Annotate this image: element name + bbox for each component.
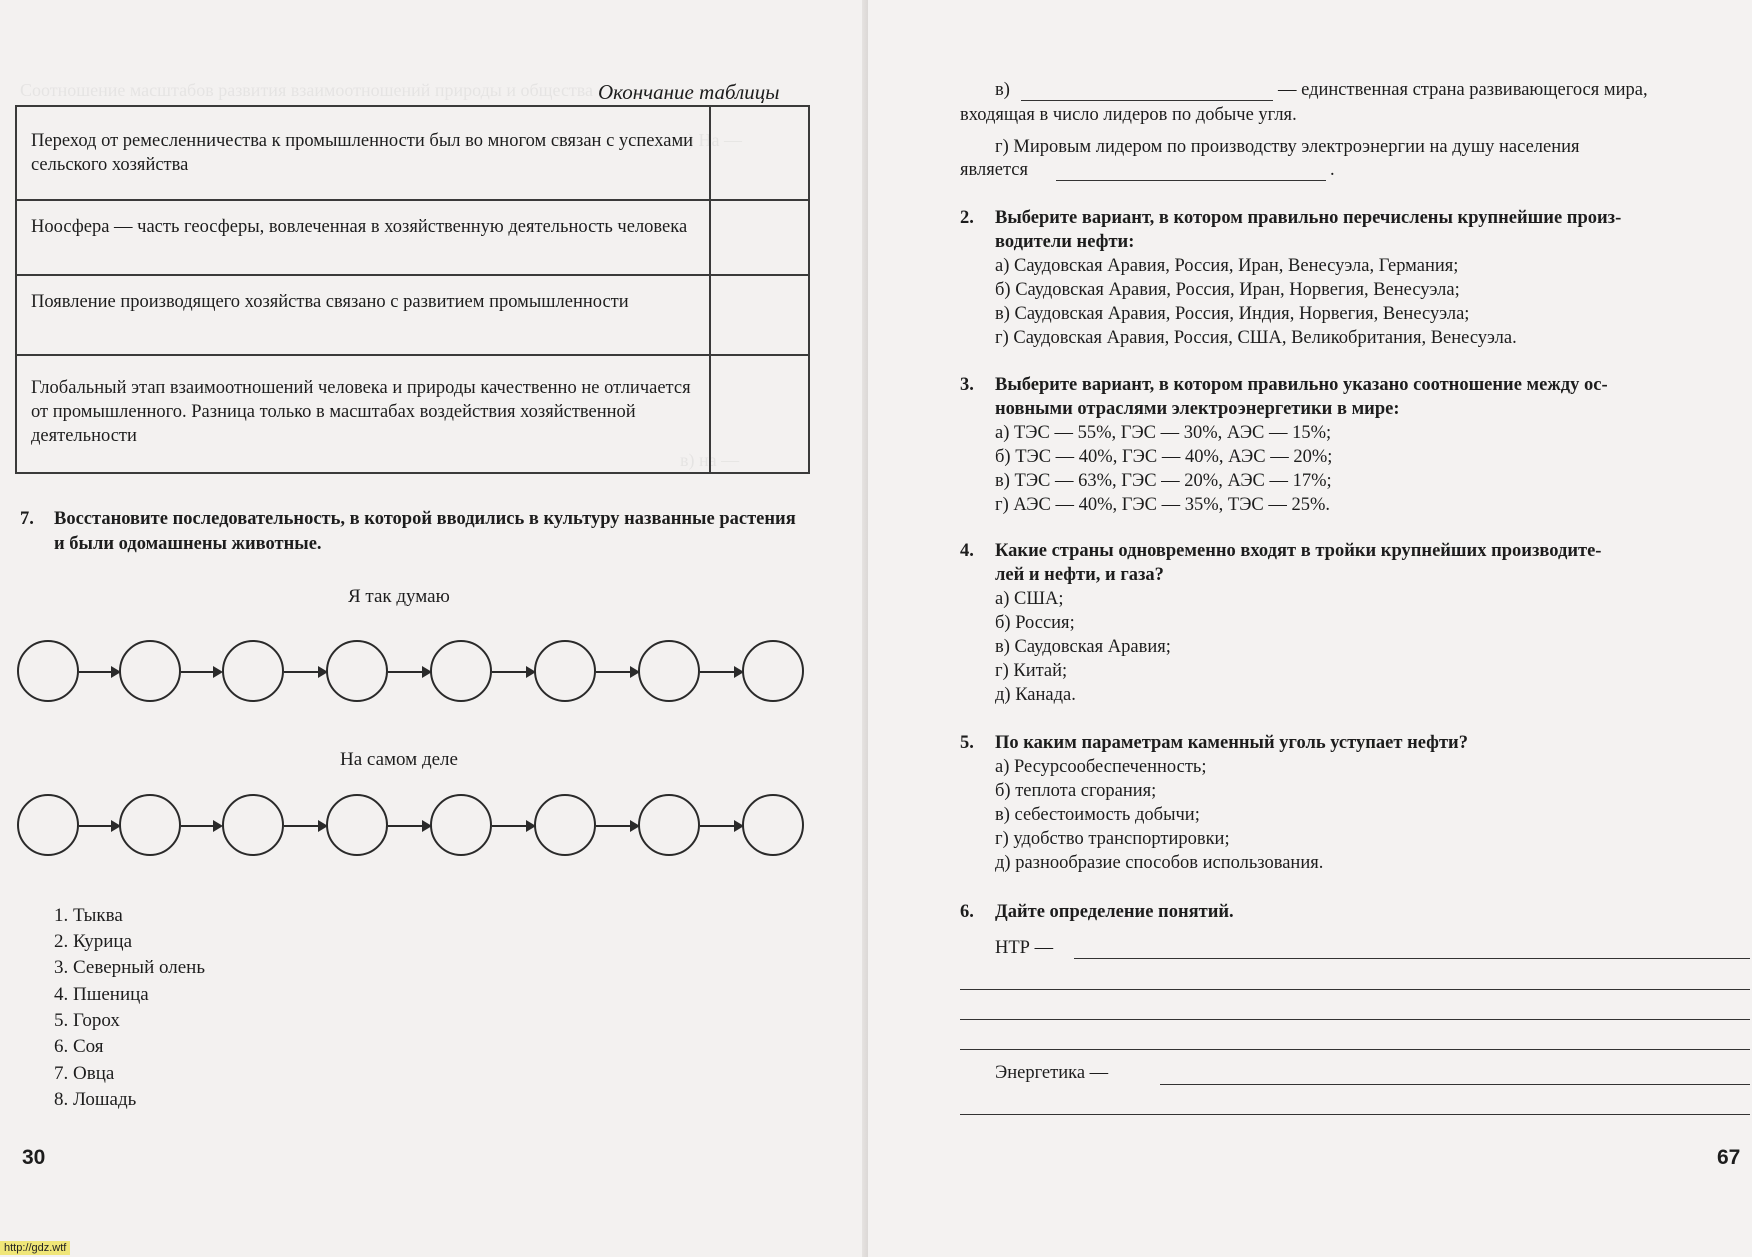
answer-line[interactable]	[960, 1019, 1750, 1020]
arrow-icon	[284, 825, 326, 827]
arrow-icon	[79, 825, 119, 827]
sequence-circle[interactable]	[534, 794, 596, 856]
arrow-icon	[79, 671, 119, 673]
answer-line[interactable]	[1021, 100, 1273, 101]
q3-option[interactable]: г) АЭС — 40%, ГЭС — 35%, ТЭС — 25%.	[995, 495, 1331, 515]
sequence-circle[interactable]	[742, 794, 804, 856]
term-energy: Энергетика —	[995, 1063, 1109, 1083]
task7-text: Восстановите последовательность, в которой вводились в культуру названные растения и были одомашнены животные.	[54, 509, 796, 554]
cont-g-prefix: является	[960, 160, 1028, 180]
q5-option[interactable]: в) себестоимость добычи;	[995, 805, 1200, 825]
table-row	[16, 355, 809, 473]
right-page	[868, 0, 1752, 1257]
page-number: 67	[1717, 1146, 1741, 1169]
q5-text-line1: По каким параметрам каменный уголь уступает нефти?	[995, 733, 1468, 753]
q2-option[interactable]: г) Саудовская Аравия, Россия, США, Великобритания, Венесуэла.	[995, 328, 1517, 348]
answer-line[interactable]	[1074, 958, 1750, 959]
sequence-circle[interactable]	[430, 794, 492, 856]
q4-option[interactable]: в) Саудовская Аравия;	[995, 637, 1171, 657]
list-item: 2. Курица	[54, 931, 133, 952]
cont-g-suffix: .	[1330, 160, 1335, 180]
label-actual: На самом деле	[340, 749, 458, 770]
answer-cell[interactable]	[710, 355, 809, 473]
arrow-icon	[181, 671, 221, 673]
arrow-icon	[492, 825, 534, 827]
label-think: Я так думаю	[348, 586, 450, 607]
arrow-icon	[181, 825, 221, 827]
q2-text-line2: водители нефти:	[995, 232, 1135, 252]
answer-cell[interactable]	[710, 200, 809, 275]
answer-line[interactable]	[960, 989, 1750, 990]
sequence-circle[interactable]	[326, 794, 388, 856]
cont-v-prefix: в)	[995, 80, 1010, 100]
answer-line[interactable]	[960, 1114, 1750, 1115]
q4-option[interactable]: а) США;	[995, 589, 1064, 609]
sequence-circle[interactable]	[119, 794, 181, 856]
q4-text-line1: Какие страны одновременно входят в тройки крупнейших производите-	[995, 541, 1602, 561]
q2-option[interactable]: б) Саудовская Аравия, Россия, Иран, Норвегия, Венесуэла;	[995, 280, 1460, 300]
q3-text-line2: новными отраслями электроэнергетики в мире:	[995, 399, 1400, 419]
q4-option[interactable]: б) Россия;	[995, 613, 1075, 633]
sequence-circle[interactable]	[222, 794, 284, 856]
sequence-circle[interactable]	[638, 794, 700, 856]
watermark-url[interactable]: http://gdz.wtf	[0, 1241, 70, 1255]
sequence-circle[interactable]	[119, 640, 181, 702]
statement-cell: Ноосфера — часть геосферы, вовлеченная в хозяйственную деятельность человека	[16, 200, 710, 275]
q3-option[interactable]: а) ТЭС — 55%, ГЭС — 30%, АЭС — 15%;	[995, 423, 1332, 443]
answer-line[interactable]	[1160, 1084, 1750, 1085]
table-row	[16, 275, 809, 355]
answer-cell[interactable]	[710, 106, 809, 200]
page-number: 30	[22, 1146, 46, 1169]
task7-number: 7.	[20, 509, 34, 529]
arrow-icon	[388, 825, 430, 827]
q5-option[interactable]: д) разнообразие способов использования.	[995, 853, 1324, 873]
arrow-icon	[596, 671, 638, 673]
answer-line[interactable]	[1056, 180, 1326, 181]
sequence-circle[interactable]	[326, 640, 388, 702]
arrow-icon	[700, 825, 742, 827]
q4-option[interactable]: д) Канада.	[995, 685, 1076, 705]
arrow-icon	[596, 825, 638, 827]
sequence-circle[interactable]	[17, 794, 79, 856]
q6-number: 6.	[960, 902, 974, 922]
q3-number: 3.	[960, 375, 974, 395]
sequence-circle[interactable]	[742, 640, 804, 702]
q2-number: 2.	[960, 208, 974, 228]
q4-number: 4.	[960, 541, 974, 561]
statement-cell: Глобальный этап взаимоотношений человека и природы качественно не отличается от промышленного. Разница только в масштабах воздействия хозяйственной деятельности	[16, 355, 710, 473]
term-ntr: НТР —	[995, 938, 1054, 958]
q4-text-line2: лей и нефти, и газа?	[995, 565, 1164, 585]
q6-text-line1: Дайте определение понятий.	[995, 902, 1234, 922]
cont-g-line1: г) Мировым лидером по производству электроэнергии на душу населения	[995, 137, 1580, 157]
q3-option[interactable]: б) ТЭС — 40%, ГЭС — 40%, АЭС — 20%;	[995, 447, 1333, 467]
statement-cell: Переход от ремесленничества к промышленности был во многом связан с успехами сельского хозяйства	[16, 106, 710, 200]
q5-option[interactable]: а) Ресурсообеспеченность;	[995, 757, 1207, 777]
q3-text-line1: Выберите вариант, в котором правильно указано соотношение между ос-	[995, 375, 1608, 395]
table-caption: Окончание таблицы	[598, 80, 780, 104]
cont-v-line2: входящая в число лидеров по добыче угля.	[960, 105, 1297, 125]
arrow-icon	[388, 671, 430, 673]
answer-cell[interactable]	[710, 275, 809, 355]
table-row	[16, 200, 809, 275]
list-item: 5. Горох	[54, 1010, 120, 1031]
q4-option[interactable]: г) Китай;	[995, 661, 1068, 681]
list-item: 8. Лошадь	[54, 1089, 137, 1110]
list-item: 4. Пшеница	[54, 984, 149, 1005]
q5-number: 5.	[960, 733, 974, 753]
table-row	[16, 106, 809, 200]
q3-option[interactable]: в) ТЭС — 63%, ГЭС — 20%, АЭС — 17%;	[995, 471, 1332, 491]
q5-option[interactable]: б) теплота сгорания;	[995, 781, 1157, 801]
sequence-circle[interactable]	[17, 640, 79, 702]
sequence-circle[interactable]	[430, 640, 492, 702]
sequence-circle[interactable]	[638, 640, 700, 702]
left-page: Соотношение масштабов развития взаимоотношений природы и общества а) На — в) на — Окончание таблицы Переход от ремесленничества к промышленности был во многом связан с успехами сельского хозяйства Ноосфера — часть геосферы, вовлеченная в хозяйственную деятельность человека Появление производящего хозяйства связано с развитием промышленности Глобальный этап взаимоотношений человека и природы качественно не отличается от промышленного. Разница только в масштабах воздействия хозяйственной деятельности 7. Восстановите последовательность, в которой вводились в культуру названные растения и были одомашнены животные. Я так думаю На самом деле 1. Тыква 2. Курица 3. Северный олень 4. Пшеница 5. Горох 6. Соя 7. Овца 8. Лошадь 30	[0, 0, 868, 1257]
answer-line[interactable]	[960, 1049, 1750, 1050]
sequence-circle[interactable]	[222, 640, 284, 702]
statement-cell: Появление производящего хозяйства связано с развитием промышленности	[16, 275, 710, 355]
q2-text-line1: Выберите вариант, в котором правильно перечислены крупнейшие произ-	[995, 208, 1622, 228]
q5-option[interactable]: г) удобство транспортировки;	[995, 829, 1230, 849]
arrow-icon	[700, 671, 742, 673]
q2-option[interactable]: в) Саудовская Аравия, Россия, Индия, Норвегия, Венесуэла;	[995, 304, 1470, 324]
list-item: 7. Овца	[54, 1063, 115, 1084]
q2-option[interactable]: а) Саудовская Аравия, Россия, Иран, Венесуэла, Германия;	[995, 256, 1459, 276]
arrow-icon	[284, 671, 326, 673]
arrow-icon	[492, 671, 534, 673]
cont-v-suffix: — единственная страна развивающегося мира,	[1278, 80, 1648, 100]
list-item: 6. Соя	[54, 1036, 104, 1057]
statements-table	[15, 105, 810, 474]
list-item: 1. Тыква	[54, 905, 123, 926]
sequence-circle[interactable]	[534, 640, 596, 702]
list-item: 3. Северный олень	[54, 957, 205, 978]
